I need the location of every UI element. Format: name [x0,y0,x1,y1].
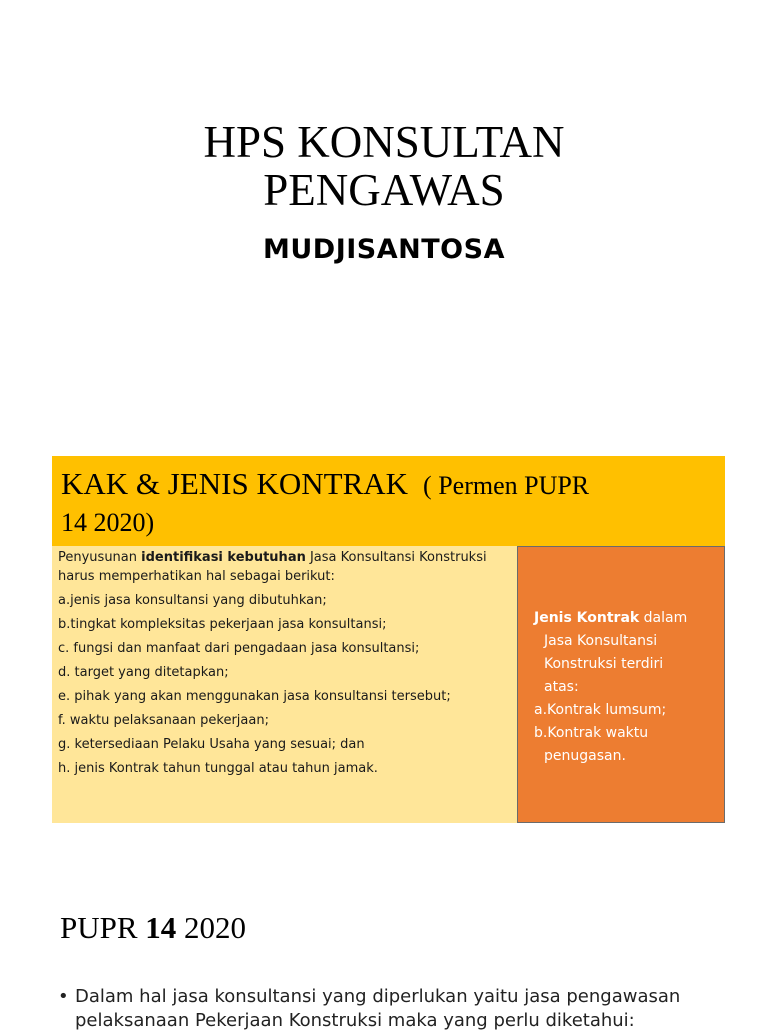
requirements-content [58,548,516,783]
bullet-icon: • [58,986,69,1007]
contract-option-b-cont: penugasan. [544,748,626,764]
document-title [0,118,768,214]
title-line-1: HPS KONSULTAN [203,117,565,167]
list-item: f. waktu pelaksanaan pekerjaan; [58,713,269,728]
contract-line-4: atas: [544,679,579,695]
list-item: d. target yang ditetapkan; [58,665,229,680]
kak-title-paren: ( Permen PUPR [423,471,590,500]
bullet-line-2: pelaksanaan Pekerjaan Konstruksi maka yang perlu diketahui: [75,1010,635,1031]
list-item: g. ketersediaan Pelaku Usaha yang sesuai; dan [58,737,365,752]
title-line-2: PENGAWAS [263,165,505,215]
list-item: b.tingkat kompleksitas pekerjaan jasa konsultansi; [58,617,387,632]
section-title-post: 2020 [176,910,247,945]
kak-title [61,466,716,541]
requirements-box [52,546,517,823]
kak-header [52,456,725,546]
contract-line-1 [534,607,720,630]
contract-type-content [534,607,720,768]
contract-line-1-rest: dalam [639,610,688,626]
section-title [60,910,246,946]
list-item: c. fungsi dan manfaat dari pengadaan jasa konsultansi; [58,641,420,656]
intro-post: Jasa Konsultansi Konstruksi harus memperhatikan hal sebagai berikut: [58,550,487,584]
intro-pre: Penyusunan [58,550,142,565]
bullet-line-1: Dalam hal jasa konsultansi yang diperlukan yaitu jasa pengawasan [75,986,681,1007]
kak-title-main: KAK & JENIS KONTRAK [61,466,409,501]
contract-line-3: Konstruksi terdiri [544,656,664,672]
requirements-intro [58,548,516,586]
kak-title-line2: 14 2020) [61,508,155,537]
list-item: a.jenis jasa konsultansi yang dibutuhkan; [58,593,327,608]
section-title-bold: 14 [145,910,177,945]
contract-bold: Jenis Kontrak [534,610,640,626]
contract-type-box [517,546,725,823]
list-item: e. pihak yang akan menggunakan jasa konsultansi tersebut; [58,689,451,704]
contract-option-b: b.Kontrak waktu [534,725,649,741]
intro-bold: identifikasi kebutuhan [141,550,306,565]
section-title-pre: PUPR [60,910,146,945]
list-item: h. jenis Kontrak tahun tunggal atau tahun jamak. [58,761,378,776]
contract-line-2: Jasa Konsultansi [544,633,658,649]
contract-option-a: a.Kontrak lumsum; [534,702,667,718]
bullet-text [75,985,765,1033]
author-name: MUDJISANTOSA [263,234,505,265]
